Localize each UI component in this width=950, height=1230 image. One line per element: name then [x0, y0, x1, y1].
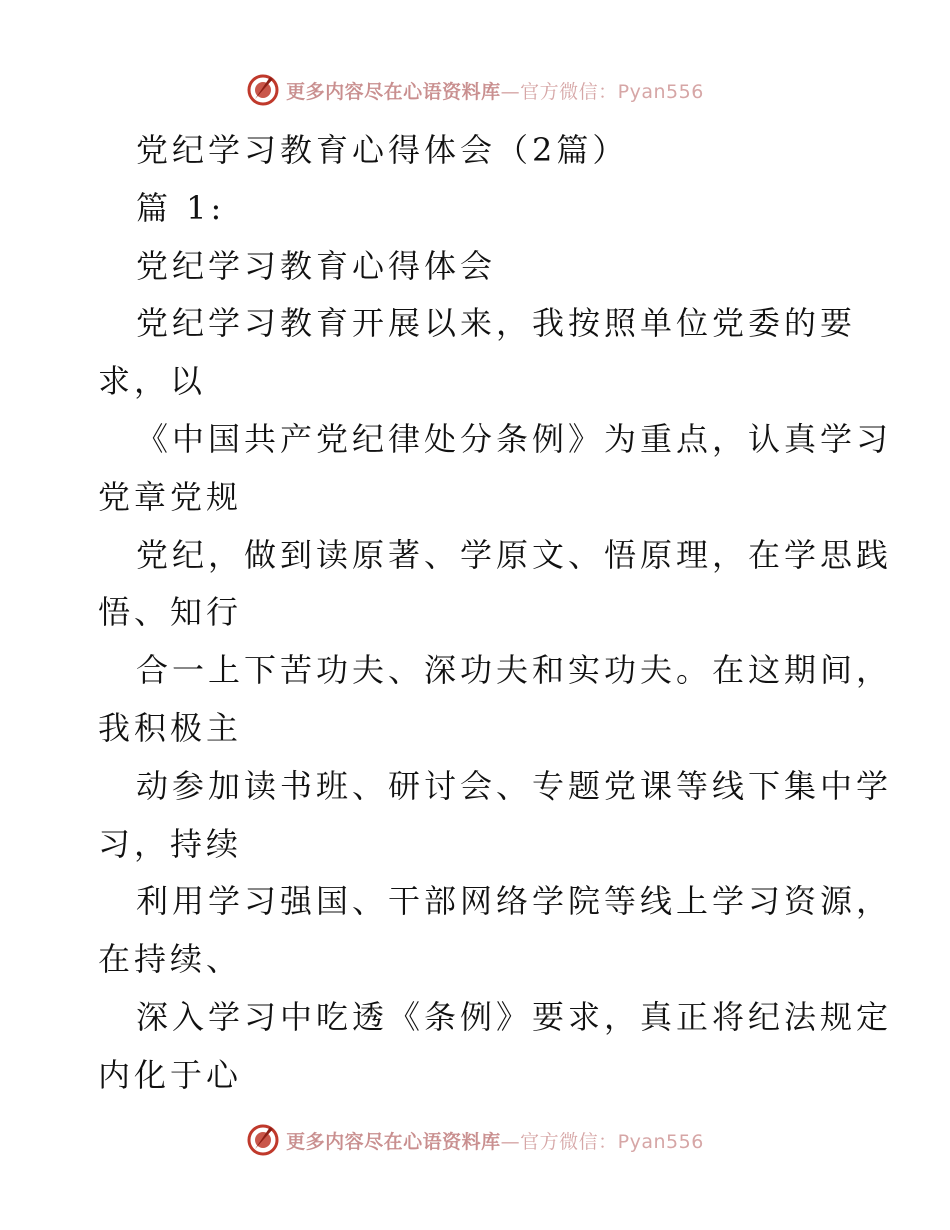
- watermark-contact: 官方微信：Pyan556: [520, 80, 704, 103]
- header-watermark-text: [286, 77, 704, 104]
- watermark-contact: 官方微信：Pyan556: [520, 1130, 704, 1153]
- header-watermark-banner: [0, 70, 950, 110]
- footer-watermark-text: [286, 1127, 704, 1154]
- text-line: 我积极主: [98, 708, 243, 747]
- text-line: 求，以: [98, 362, 207, 401]
- document-title: 党纪学习教育心得体会（2篇）: [136, 131, 629, 169]
- text-line: 党纪学习教育开展以来，我按照单位党委的要: [136, 304, 857, 343]
- watermark-brand: 更多内容尽在心语资料库: [286, 80, 501, 103]
- text-line: 习，持续: [98, 824, 243, 863]
- text-line: 党纪，做到读原著、学原文、悟原理，在学思践: [136, 535, 893, 574]
- text-line: 动参加读书班、研讨会、专题党课等线下集中学: [136, 766, 893, 805]
- text-line: 内化于心: [98, 1055, 243, 1094]
- text-line: 悟、知行: [98, 593, 243, 632]
- watermark-separator: —: [500, 80, 521, 103]
- text-line: 利用学习强国、干部网络学院等线上学习资源，: [136, 882, 893, 921]
- watermark-separator: —: [500, 1130, 521, 1153]
- quill-seal-icon: [246, 1123, 280, 1157]
- footer-watermark-banner: [0, 1120, 950, 1160]
- document-body: [98, 122, 893, 1105]
- text-line: 合一上下苦功夫、深功夫和实功夫。在这期间，: [136, 651, 893, 690]
- text-line: 《中国共产党纪律处分条例》为重点，认真学习: [136, 419, 893, 458]
- text-line: 党章党规: [98, 477, 243, 516]
- quill-seal-icon: [246, 73, 280, 107]
- text-line: 篇 1:: [136, 188, 226, 227]
- text-line: 在持续、: [98, 940, 243, 979]
- text-line: 党纪学习教育心得体会: [136, 246, 497, 285]
- text-line: 深入学习中吃透《条例》要求，真正将纪法规定: [136, 997, 893, 1036]
- watermark-brand: 更多内容尽在心语资料库: [286, 1130, 501, 1153]
